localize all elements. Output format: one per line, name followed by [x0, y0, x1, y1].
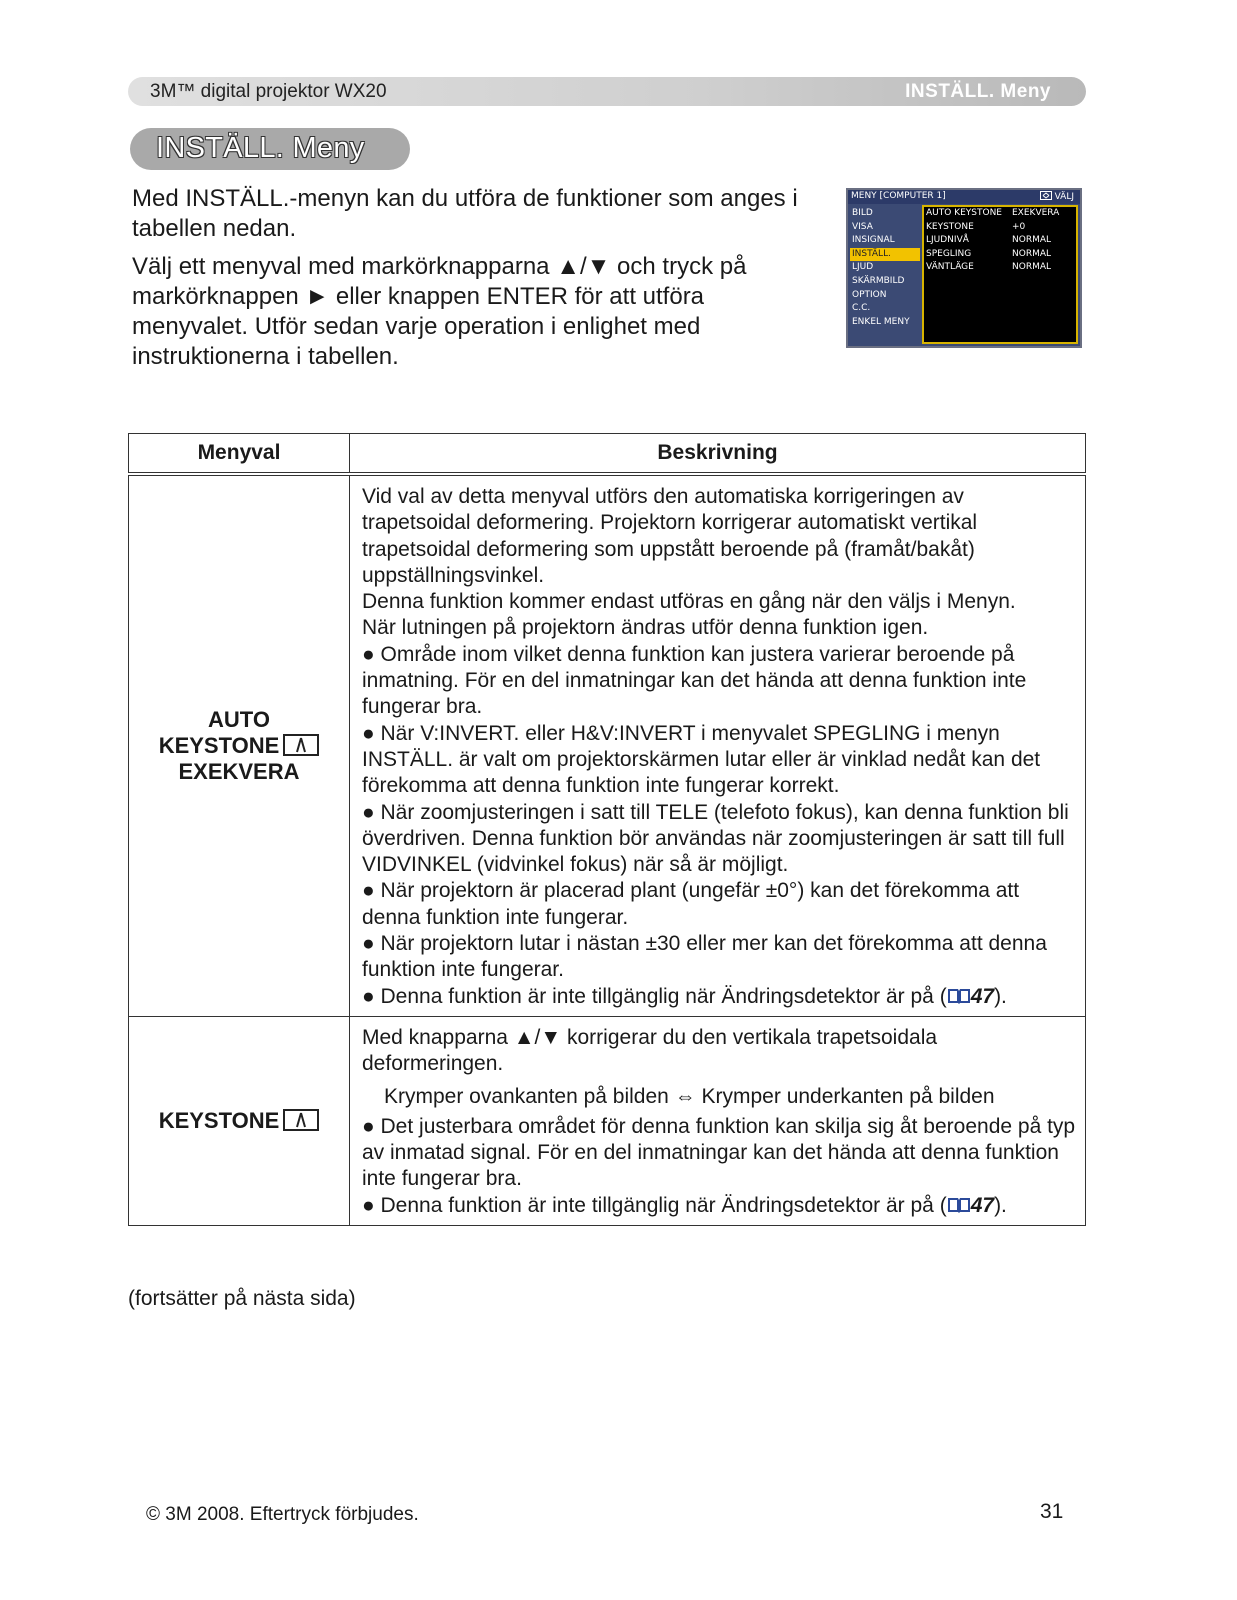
menu-row: [924, 234, 1076, 248]
menu-row-value: +0: [1012, 221, 1026, 232]
menu-row-value: NORMAL: [1012, 262, 1052, 273]
desc-bullet: ● Område inom vilket denna funktion kan justera varierar beroende på inmatning. För en del inmatningar kan det hända att denna funktion inte fungerar bra.: [362, 642, 1027, 719]
table-cell-auto-keystone-description: [350, 474, 1086, 1016]
menu-row-key: SPEGLING: [926, 248, 972, 259]
menu-row-key: AUTO KEYSTONE: [926, 208, 1002, 218]
desc-paragraph: Denna funktion kommer endast utföras en gång när den väljs i Menyn.: [362, 590, 1016, 614]
menu-item-enkel-meny: ENKEL MENY: [852, 316, 910, 327]
header-section-name: INSTÄLL. Meny: [905, 81, 1051, 102]
footer-copyright: © 3M 2008. Eftertryck förbjudes.: [146, 1504, 419, 1525]
menu-item-skarmbild: SKÄRMBILD: [852, 275, 905, 286]
menu-row: [924, 248, 1076, 262]
menu-item-bild: BILD: [852, 208, 873, 218]
menu-screenshot-titlebar: [848, 190, 1080, 204]
menu-item-option: OPTION: [852, 289, 887, 300]
keystone-icon: [283, 1109, 319, 1131]
table-cell-keystone: [129, 1016, 350, 1225]
desc-bullet: ● När projektorn lutar i nästan ±30 eller mer kan det förekomma att denna funktion inte fungerar.: [362, 932, 1047, 982]
item-line-exekvera: EXEKVERA: [178, 758, 300, 784]
desc-paragraph: När lutningen på projektorn ändras utför denna funktion igen.: [362, 616, 929, 640]
item-line-keystone: [130, 733, 348, 759]
select-arrows-icon: [1040, 191, 1052, 200]
desc-bullet: ● När V:INVERT. eller H&V:INVERT i menyvalet SPEGLING i menyn INSTÄLL. är valt om projektorskärmen lutar eller är vinklad nedåt kan det förekomma att denna funktion inte fungerar korrekt.: [362, 721, 1041, 798]
table-row: [129, 1016, 1086, 1225]
page-reference[interactable]: 47: [970, 984, 995, 1008]
menu-description-table: [128, 433, 1086, 1226]
menu-item-installd-selected: INSTÄLL.: [850, 248, 920, 262]
intro-text: [132, 184, 822, 380]
intro-paragraph-2: Välj ett menyval med markörknapparna ▲/▼ och tryck på markörknappen ► eller knappen ENTER för att utföra menyvalet. Utför sedan varje operation i enlighet med instruktionerna i tabellen.: [132, 253, 747, 370]
item-keystone-label: KEYSTONE: [158, 732, 280, 758]
menu-screenshot: [846, 188, 1082, 348]
footer-page-number: 31: [1040, 1500, 1064, 1523]
table-header-menyval: Menyval: [129, 434, 350, 475]
desc-bullet-with-reference: [362, 1193, 1077, 1219]
keystone-icon: [283, 734, 319, 756]
menu-item-ljud: LJUD: [852, 262, 874, 273]
menu-item-insignal: INSIGNAL: [852, 235, 895, 246]
menu-row: [924, 261, 1076, 275]
menu-row-key: LJUDNIVÅ: [926, 235, 969, 246]
menu-item-visa: VISA: [852, 221, 873, 232]
table-header-beskrivning: Beskrivning: [350, 434, 1086, 475]
section-title-pill: [130, 128, 410, 170]
menu-row-value: NORMAL: [1012, 248, 1052, 259]
table-row: [129, 474, 1086, 1016]
menu-row-key: KEYSTONE: [926, 221, 974, 232]
desc-text: ● Denna funktion är inte tillgänglig när Ändringsdetektor är på (: [362, 984, 947, 1008]
menu-row-key: VÄNTLÄGE: [926, 262, 974, 273]
table-header-row: [129, 434, 1086, 475]
page-header-bar: [128, 77, 1086, 106]
table-cell-keystone-description: [350, 1016, 1086, 1225]
menu-row: [924, 221, 1076, 235]
section-title: INSTÄLL. Meny: [156, 132, 365, 164]
book-reference-icon: [947, 1196, 971, 1214]
menu-item-cc: C.C.: [852, 303, 871, 314]
book-reference-icon: [947, 987, 971, 1005]
menu-row-value: NORMAL: [1012, 235, 1052, 246]
menu-screenshot-select-label: VÄLJ: [1054, 192, 1074, 202]
menu-screenshot-right-pane: [922, 205, 1078, 344]
desc-paragraph: Vid val av detta menyval utförs den automatiska korrigeringen av trapetsoidal deformering. Projektorn korrigerar automatiskt vertikal trapetsoidal deformering som uppstått beroende på (framåt/bakåt) uppställningsvinkel.: [362, 485, 978, 587]
header-product-name: 3M™ digital projektor WX20: [150, 81, 387, 102]
menu-row-value: EXEKVERA: [1012, 208, 1060, 218]
desc-range-line: Krymper ovankanten på bilden ⇔ Krymper underkanten på bilden: [384, 1084, 995, 1108]
item-keystone-label: KEYSTONE: [158, 1107, 280, 1133]
page-reference[interactable]: 47: [970, 1193, 995, 1217]
desc-text: ).: [994, 984, 1007, 1008]
menu-screenshot-left-list: [850, 207, 920, 329]
desc-bullet-with-reference: [362, 984, 1077, 1010]
continued-note: (fortsätter på nästa sida): [128, 1287, 356, 1310]
table-cell-auto-keystone: [129, 474, 350, 1016]
menu-screenshot-title: MENY [COMPUTER 1]: [851, 191, 946, 201]
desc-text: ).: [994, 1193, 1007, 1217]
item-line-auto: AUTO: [208, 706, 270, 732]
desc-paragraph: Med knapparna ▲/▼ korrigerar du den vertikala trapetsoidala deformeringen.: [362, 1025, 938, 1076]
intro-paragraph-1: Med INSTÄLL.-menyn kan du utföra de funktioner som anges i tabellen nedan.: [132, 185, 798, 242]
desc-bullet: ● Det justerbara området för denna funktion kan skilja sig åt beroende på typ av inmatad signal. För en del inmatningar kan det hända att denna funktion inte fungerar bra.: [362, 1114, 1076, 1191]
desc-bullet: ● När projektorn är placerad plant (ungefär ±0°) kan det förekomma att denna funktion inte fungerar.: [362, 879, 1020, 929]
desc-text: ● Denna funktion är inte tillgänglig när Ändringsdetektor är på (: [362, 1193, 947, 1217]
desc-bullet: ● När zoomjusteringen i satt till TELE (telefoto fokus), kan denna funktion bli överdriven. Denna funktion bör användas när zoomjusteringen är satt till full VIDVINKEL (vidvinkel fokus) när så är möjligt.: [362, 800, 1069, 877]
menu-screenshot-select-hint: [1040, 191, 1074, 202]
menu-row: [924, 207, 1076, 221]
